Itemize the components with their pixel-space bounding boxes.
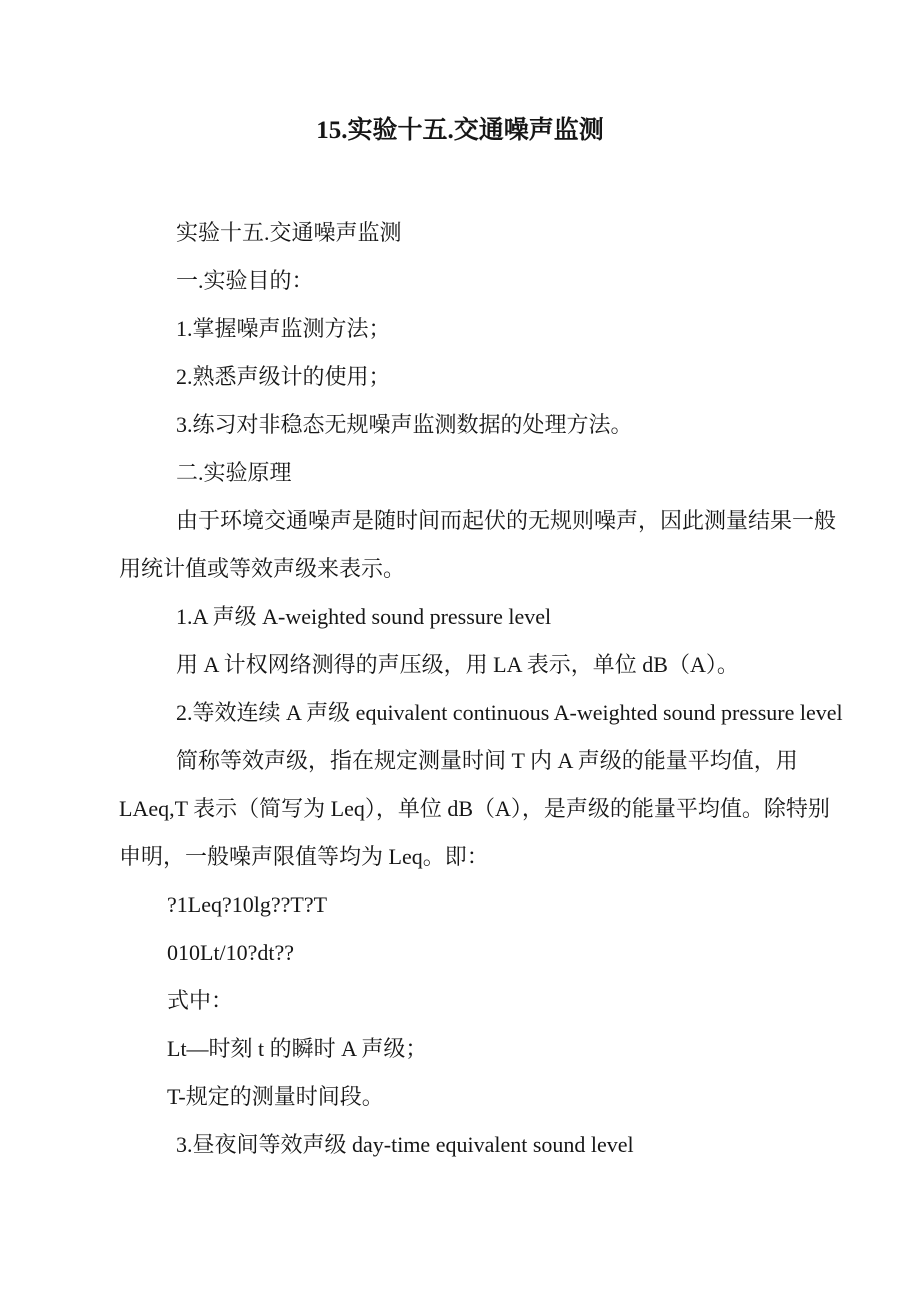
text-line: 3.昼夜间等效声级 day-time equivalent sound level	[176, 1132, 634, 1157]
text-line: 二.实验原理	[176, 460, 292, 485]
text-line: 式中：	[167, 988, 234, 1013]
text-line: 申明，一般噪声限值等均为 Leq。即：	[119, 844, 489, 869]
text-line: 简称等效声级，指在规定测量时间 T 内 A 声级的能量平均值，用	[176, 748, 798, 773]
formula-line: ?1Leq?10lg??T?T	[167, 892, 328, 917]
document-title: 15.实验十五.交通噪声监测	[316, 117, 604, 144]
text-line: 实验十五.交通噪声监测	[176, 220, 402, 245]
text-line: 由于环境交通噪声是随时间而起伏的无规则噪声，因此测量结果一般	[176, 508, 837, 533]
text-line: 用 A 计权网络测得的声压级，用 LA 表示，单位 dB（A）。	[176, 652, 739, 677]
text-line: 1.A 声级 A-weighted sound pressure level	[176, 604, 552, 629]
text-line: 2.熟悉声级计的使用；	[176, 364, 391, 389]
text-line: 3.练习对非稳态无规噪声监测数据的处理方法。	[176, 412, 633, 437]
text-line: Lt—时刻 t 的瞬时 A 声级；	[167, 1036, 428, 1061]
text-line: 2.等效连续 A 声级 equivalent continuous A-weighted sound pressure level	[176, 700, 843, 725]
formula-line: 010Lt/10?dt??	[167, 940, 295, 965]
text-line: T-规定的测量时间段。	[167, 1084, 384, 1109]
text-line: LAeq,T 表示（简写为 Leq），单位 dB（A），是声级的能量平均值。除特别	[119, 796, 830, 821]
text-line: 一.实验目的：	[176, 268, 314, 293]
text-line: 用统计值或等效声级来表示。	[119, 556, 406, 581]
text-line: 1.掌握噪声监测方法；	[176, 316, 391, 341]
